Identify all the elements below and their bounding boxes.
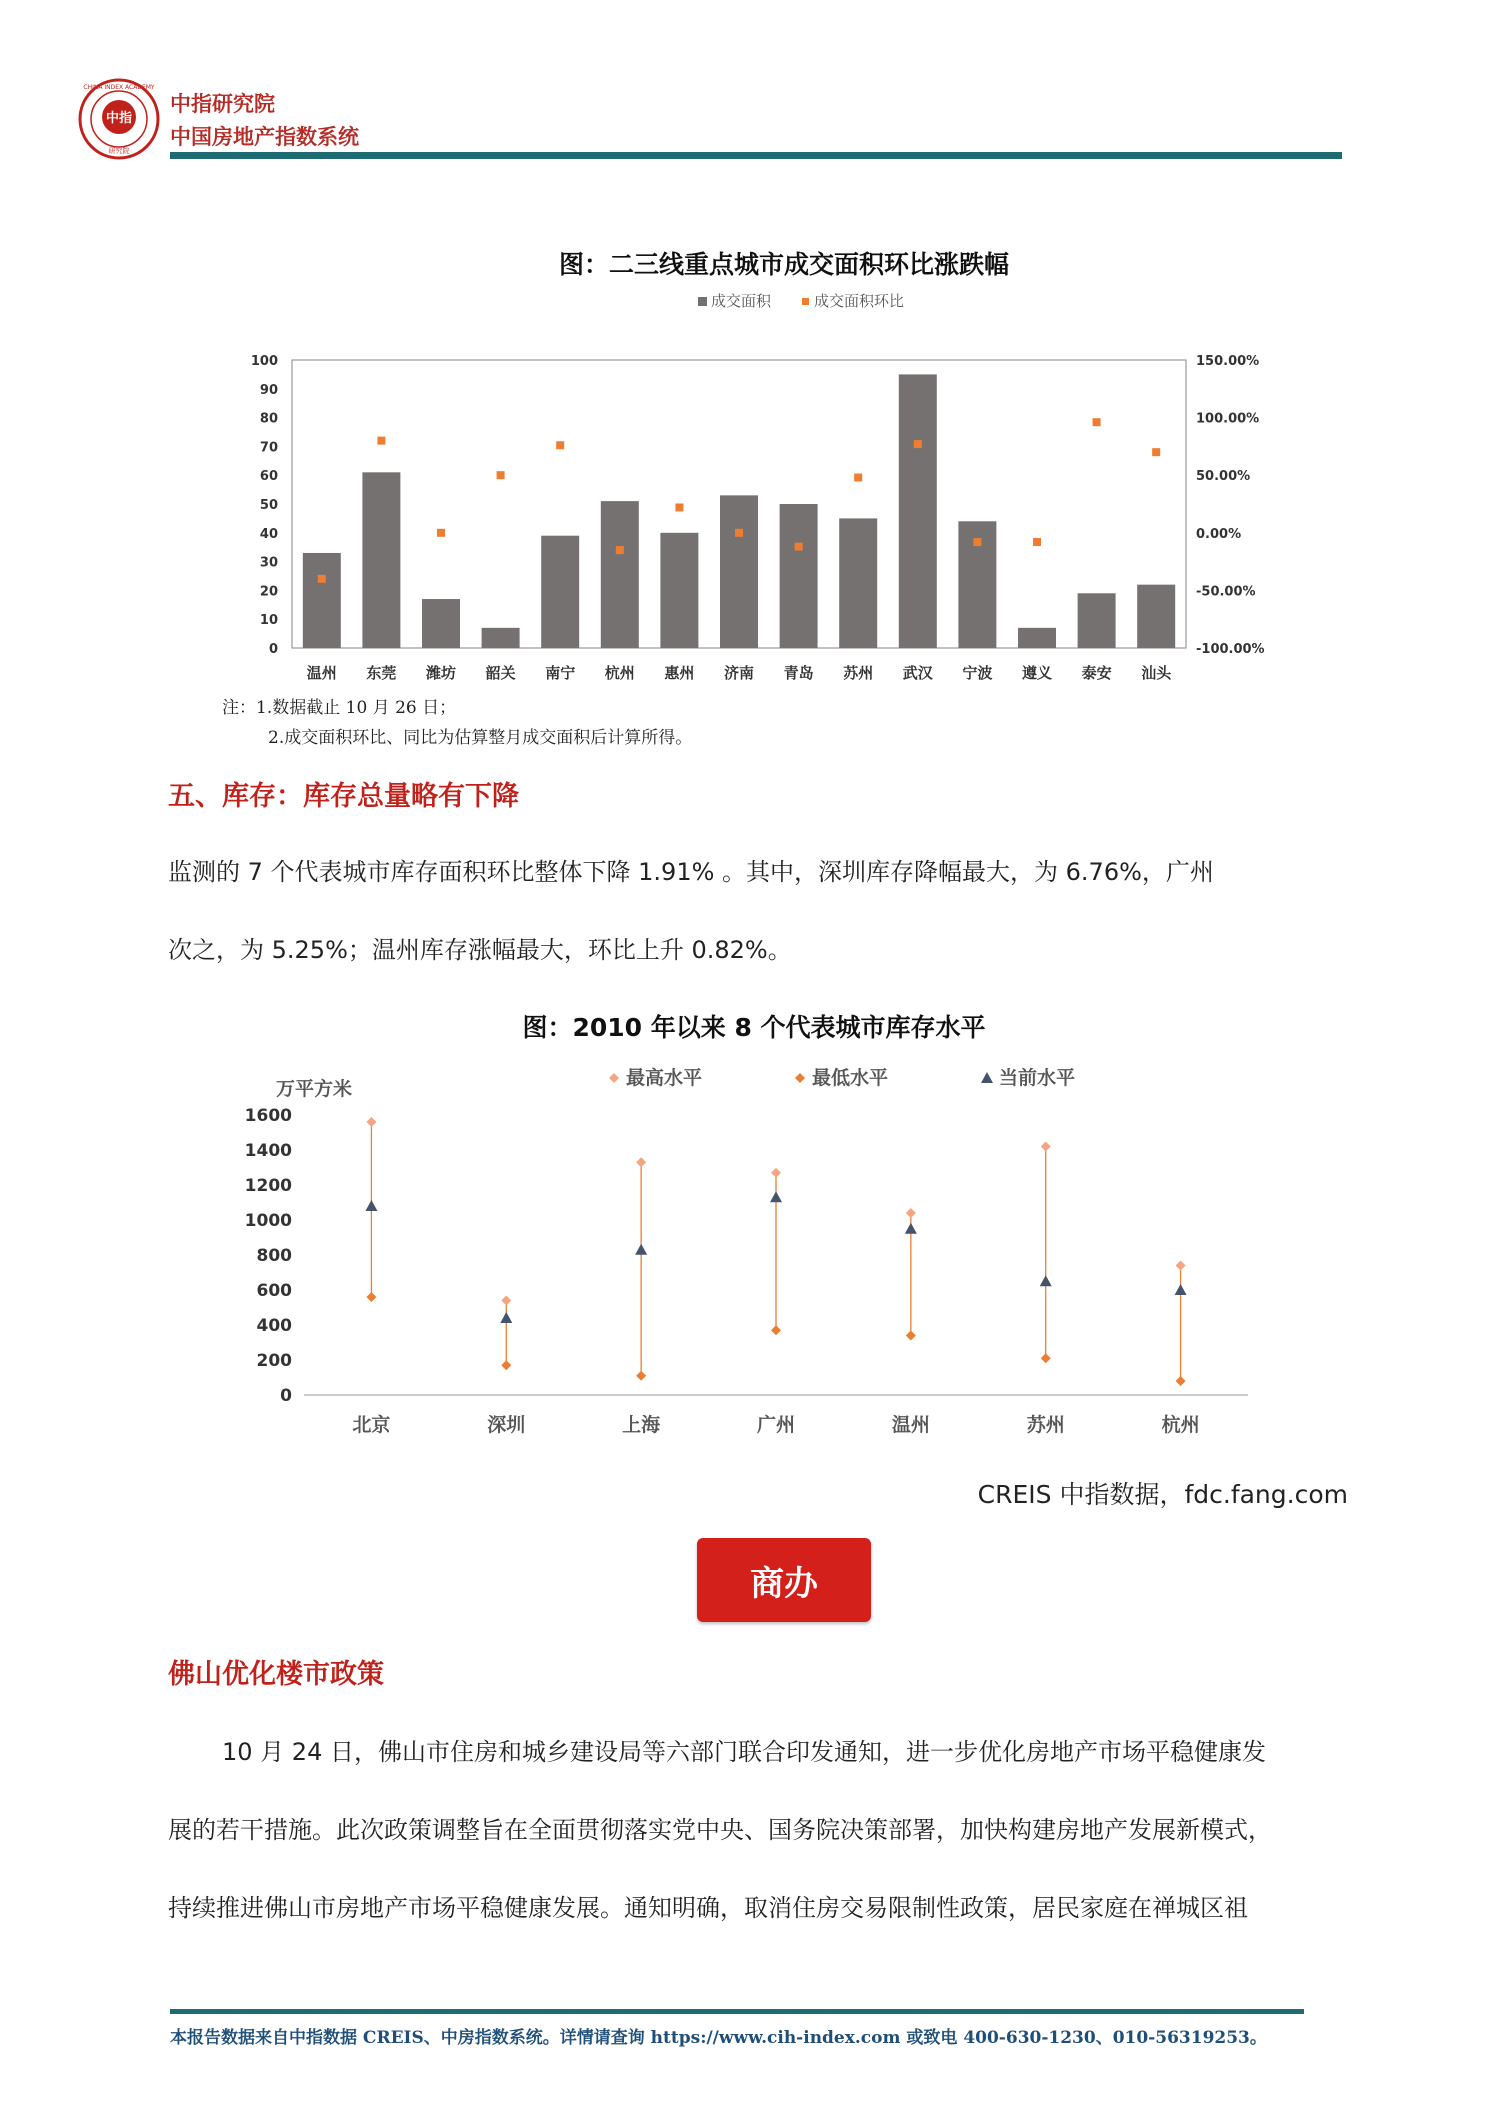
bar-12 xyxy=(1018,628,1056,648)
low-point-1 xyxy=(501,1360,511,1370)
bar-5 xyxy=(601,501,639,648)
high-point-5 xyxy=(1041,1142,1051,1152)
section5-paragraph-line1: 监测的 7 个代表城市库存面积环比整体下降 1.91% 。其中，深圳库存降幅最大，为 6.76%，广州 xyxy=(168,858,1214,886)
chart1-title: 图：二三线重点城市成交面积环比涨跌幅 xyxy=(558,250,1009,279)
x-tick-label: 韶关 xyxy=(485,664,516,682)
legend-label-ratio: 成交面积环比 xyxy=(814,292,905,310)
low-point-0 xyxy=(366,1292,376,1302)
y-left-tick-label: 0 xyxy=(268,642,278,657)
chart2-inventory-chart xyxy=(236,1050,1276,1460)
y-right-tick-label: -100.00% xyxy=(1196,642,1265,657)
y-left-tick-label: 10 xyxy=(259,613,278,629)
chart2-title: 图：2010 年以来 8 个代表城市库存水平 xyxy=(522,1013,986,1042)
legend-label-area: 成交面积 xyxy=(711,292,772,310)
legend-label-low: 最低水平 xyxy=(812,1067,889,1089)
current-point-6 xyxy=(1175,1284,1187,1295)
y-tick-label: 200 xyxy=(256,1351,292,1371)
x-tick-label: 上海 xyxy=(622,1414,661,1436)
svg-text:研究院: 研究院 xyxy=(108,147,130,155)
y-tick-label: 1400 xyxy=(244,1141,292,1161)
y-tick-label: 400 xyxy=(256,1316,292,1336)
section5-paragraph-line2: 次之，为 5.25%；温州库存涨幅最大，环比上升 0.82%。 xyxy=(168,936,792,964)
high-point-1 xyxy=(501,1296,511,1306)
y-left-tick-label: 100 xyxy=(250,354,278,369)
legend-marker-low xyxy=(795,1073,805,1083)
bar-13 xyxy=(1078,593,1116,648)
legend-marker-high xyxy=(609,1073,619,1083)
y-right-tick-label: 150.00% xyxy=(1196,354,1260,369)
y-right-tick-label: 0.00% xyxy=(1196,526,1242,542)
bar-14 xyxy=(1137,585,1175,648)
legend-swatch-area xyxy=(698,297,707,306)
y-tick-label: 1200 xyxy=(244,1176,292,1196)
commercial-office-tag: 商办 xyxy=(697,1538,871,1622)
ratio-point-12 xyxy=(1033,538,1041,546)
ratio-point-13 xyxy=(1093,418,1101,426)
ratio-point-10 xyxy=(914,440,922,448)
org-subtitle: 中国房地产指数系统 xyxy=(170,125,359,149)
y-right-tick-label: 100.00% xyxy=(1196,411,1260,427)
x-tick-label: 深圳 xyxy=(487,1414,526,1436)
ratio-point-9 xyxy=(854,474,862,482)
current-point-4 xyxy=(905,1223,917,1234)
y-left-tick-label: 30 xyxy=(259,555,278,571)
legend-swatch-ratio xyxy=(802,298,809,305)
x-tick-label: 济南 xyxy=(723,664,755,682)
current-point-3 xyxy=(770,1191,782,1202)
y-tick-label: 1000 xyxy=(244,1211,292,1231)
ratio-point-1 xyxy=(377,437,385,445)
bar-6 xyxy=(660,533,698,648)
x-tick-label: 苏州 xyxy=(1026,1414,1065,1436)
low-point-2 xyxy=(636,1371,646,1381)
y-left-tick-label: 60 xyxy=(259,469,278,485)
x-tick-label: 潍坊 xyxy=(425,664,457,682)
low-point-3 xyxy=(771,1325,781,1335)
y-tick-label: 1600 xyxy=(244,1106,292,1126)
current-point-0 xyxy=(365,1200,377,1211)
y-axis-unit-label: 万平方米 xyxy=(276,1078,353,1100)
y-tick-label: 0 xyxy=(280,1386,292,1406)
x-tick-label: 汕头 xyxy=(1141,664,1172,682)
low-point-5 xyxy=(1041,1353,1051,1363)
y-left-tick-label: 20 xyxy=(259,584,278,600)
chart1-bar-chart xyxy=(236,282,1276,692)
bar-4 xyxy=(541,536,579,648)
y-right-tick-label: 50.00% xyxy=(1196,469,1251,485)
x-tick-label: 泰安 xyxy=(1081,664,1112,682)
ratio-point-4 xyxy=(556,441,564,449)
high-point-3 xyxy=(771,1168,781,1178)
y-left-tick-label: 40 xyxy=(259,526,278,542)
current-point-5 xyxy=(1040,1275,1052,1286)
current-point-2 xyxy=(635,1244,647,1255)
foshan-paragraph-line3: 持续推进佛山市房地产市场平稳健康发展。通知明确，取消住房交易限制性政策，居民家庭在禅城区祖 xyxy=(168,1894,1248,1922)
y-tick-label: 600 xyxy=(256,1281,292,1301)
ratio-point-5 xyxy=(616,546,624,554)
bar-9 xyxy=(839,518,877,648)
bar-0 xyxy=(303,553,341,648)
y-left-tick-label: 50 xyxy=(259,498,278,513)
x-tick-label: 广州 xyxy=(756,1414,796,1436)
x-tick-label: 惠州 xyxy=(664,664,695,682)
ratio-point-7 xyxy=(735,529,743,537)
x-tick-label: 温州 xyxy=(306,664,337,682)
foshan-paragraph-line2: 展的若干措施。此次政策调整旨在全面贯彻落实党中央、国务院决策部署，加快构建房地产发展新模式， xyxy=(168,1816,1272,1844)
y-tick-label: 800 xyxy=(256,1246,292,1266)
x-tick-label: 青岛 xyxy=(783,664,814,682)
legend-marker-current xyxy=(981,1072,993,1083)
bar-8 xyxy=(780,504,818,648)
legend-label-current: 当前水平 xyxy=(999,1067,1076,1089)
low-point-6 xyxy=(1176,1376,1186,1386)
x-tick-label: 宁波 xyxy=(962,664,993,682)
high-point-0 xyxy=(366,1117,376,1127)
x-tick-label: 遵义 xyxy=(1021,664,1053,682)
foshan-heading: 佛山优化楼市政策 xyxy=(168,1659,384,1690)
low-point-4 xyxy=(906,1331,916,1341)
ratio-point-11 xyxy=(973,538,981,546)
chart1-note-2: 2.成交面积环比、同比为估算整月成交面积后计算所得。 xyxy=(268,728,693,748)
ratio-point-3 xyxy=(497,471,505,479)
y-left-tick-label: 80 xyxy=(259,411,278,427)
x-tick-label: 南宁 xyxy=(545,664,576,682)
footer-text: 本报告数据来自中指数据 CREIS、中房指数系统。详情请查询 https://www.cih-index.com 或致电 400-630-1230、010-56319253。 xyxy=(170,2028,1267,2048)
y-left-tick-label: 70 xyxy=(259,440,278,456)
x-tick-label: 苏州 xyxy=(843,664,874,682)
x-tick-label: 武汉 xyxy=(902,664,933,682)
bar-10 xyxy=(899,374,937,648)
header-rule xyxy=(170,152,1342,159)
section5-heading: 五、库存：库存总量略有下降 xyxy=(168,781,519,812)
legend-label-high: 最高水平 xyxy=(626,1067,703,1089)
bar-7 xyxy=(720,495,758,648)
data-source: CREIS 中指数据，fdc.fang.com xyxy=(977,1480,1348,1509)
svg-text:CHINA INDEX ACADEMY: CHINA INDEX ACADEMY xyxy=(83,84,155,91)
x-tick-label: 北京 xyxy=(352,1414,391,1436)
x-tick-label: 温州 xyxy=(891,1414,930,1436)
bar-2 xyxy=(422,599,460,648)
ratio-point-8 xyxy=(795,543,803,551)
x-tick-label: 杭州 xyxy=(1161,1414,1200,1436)
bar-1 xyxy=(362,472,400,648)
y-right-tick-label: -50.00% xyxy=(1196,584,1256,600)
svg-text:中指: 中指 xyxy=(105,111,133,126)
ratio-point-14 xyxy=(1152,448,1160,456)
creis-logo xyxy=(78,78,160,160)
high-point-4 xyxy=(906,1208,916,1218)
ratio-point-0 xyxy=(318,575,326,583)
x-tick-label: 东莞 xyxy=(366,664,397,682)
current-point-1 xyxy=(500,1312,512,1323)
ratio-point-2 xyxy=(437,529,445,537)
high-point-2 xyxy=(636,1157,646,1167)
ratio-point-6 xyxy=(675,503,683,511)
x-tick-label: 杭州 xyxy=(604,664,635,682)
chart1-note-1: 注：1.数据截止 10 月 26 日； xyxy=(222,698,457,718)
foshan-paragraph-line1: 10 月 24 日，佛山市住房和城乡建设局等六部门联合印发通知，进一步优化房地产市场平稳健康发 xyxy=(222,1738,1266,1766)
org-name: 中指研究院 xyxy=(170,92,275,116)
footer-rule xyxy=(170,2009,1304,2014)
bar-3 xyxy=(482,628,520,648)
y-left-tick-label: 90 xyxy=(259,382,278,398)
high-point-6 xyxy=(1176,1261,1186,1271)
